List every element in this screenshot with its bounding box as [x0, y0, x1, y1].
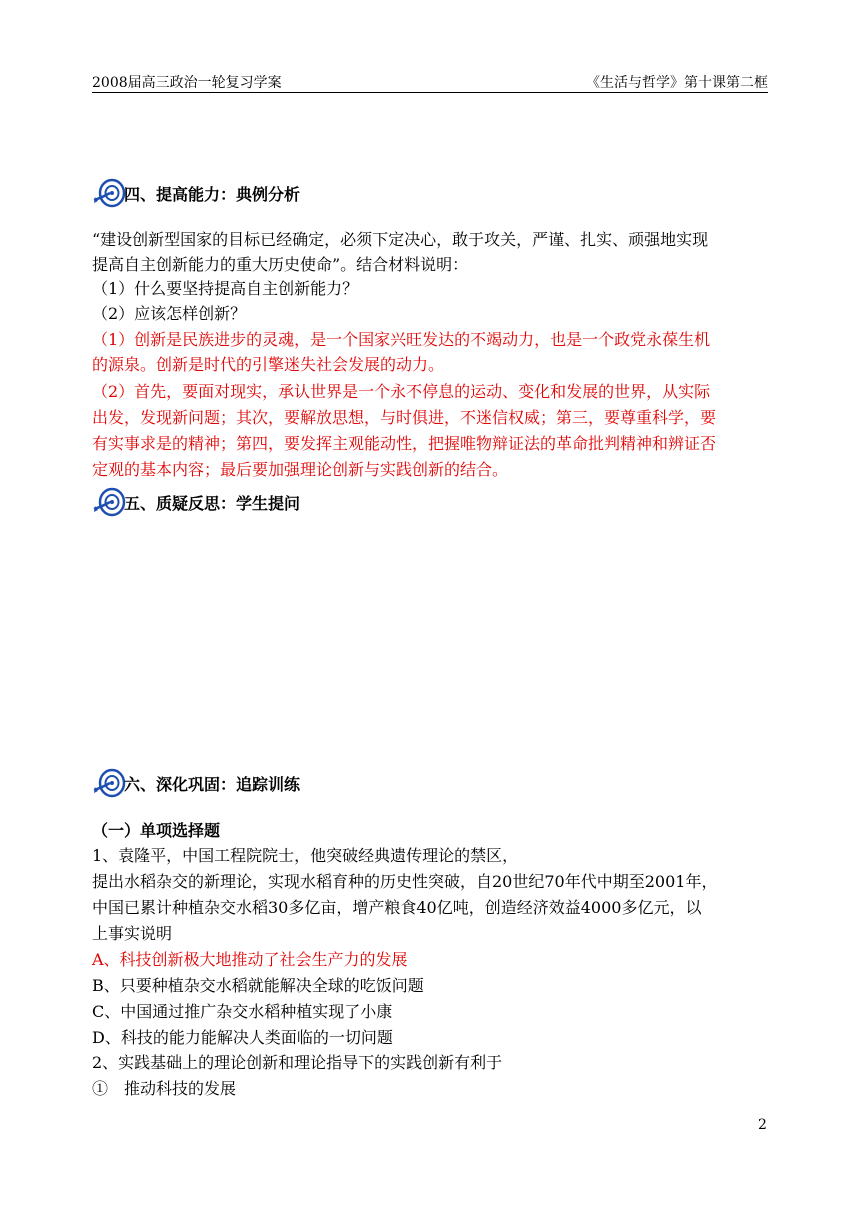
target-icon: [92, 768, 126, 798]
single-choice-subtitle: （一）单项选择题: [92, 821, 221, 840]
question-1-line-2: 提出水稻杂交的新理论，实现水稻育种的历史性突破，自20世纪70年代中期至2001年，: [92, 872, 718, 891]
option-c: C、中国通过推广杂交水稻种植实现了小康: [92, 1002, 393, 1021]
question-2: （2）应该怎样创新？: [92, 304, 247, 323]
header-left-title: 2008届高三政治一轮复习学案: [92, 75, 282, 91]
section-5-heading: [92, 487, 300, 517]
answer-2-line-4: 定观的基本内容；最后要加强理论创新与实践创新的结合。: [92, 460, 509, 479]
question-2: 2、实践基础上的理论创新和理论指导下的实践创新有利于: [92, 1053, 503, 1072]
question-1-line-1: 1、袁隆平，中国工程院院士，他突破经典遗传理论的禁区，: [92, 846, 519, 865]
question-2-item-1: ① 推动科技的发展: [92, 1079, 237, 1098]
answer-2-line-2: 出发，发现新问题；其次，要解放思想，与时俱进，不迷信权威；第三，要尊重科学，要: [92, 408, 717, 427]
target-icon: [92, 178, 126, 208]
question-1: （1）什么要坚持提高自主创新能力？: [92, 279, 359, 298]
answer-2-line-3: 有实事求是的精神；第四，要发挥主观能动性，把握唯物辩证法的革命批判精神和辨证否: [92, 434, 717, 453]
section-5-title: 五、质疑反思：学生提问: [124, 493, 301, 513]
answer-1-line-2: 的源泉。创新是时代的引擎迷失社会发展的动力。: [92, 355, 445, 374]
option-a: A、科技创新极大地推动了社会生产力的发展: [92, 950, 408, 969]
answer-2-line-1: （2）首先，要面对现实，承认世界是一个永不停息的运动、变化和发展的世界，从实际: [92, 382, 711, 401]
section-6-title: 六、深化巩固：追踪训练: [124, 774, 301, 794]
page-number: 2: [758, 1117, 767, 1133]
material-line-2: 提高自主创新能力的重大历史使命”。结合材料说明：: [92, 255, 469, 274]
section-6-heading: [92, 768, 300, 798]
section-4-title: 四、提高能力：典例分析: [124, 184, 301, 204]
target-icon: [92, 487, 126, 517]
answer-1-line-1: （1）创新是民族进步的灵魂，是一个国家兴旺发达的不竭动力，也是一个政党永葆生机: [92, 330, 711, 349]
page-header: [92, 72, 768, 93]
option-b: B、只要种植杂交水稻就能解决全球的吃饭问题: [92, 976, 424, 995]
section-4-heading: [92, 178, 300, 208]
header-right-title: 《生活与哲学》第十课第二框: [586, 75, 768, 91]
option-d: D、科技的能力能解决人类面临的一切问题: [92, 1028, 393, 1047]
question-1-line-4: 上事实说明: [92, 924, 173, 943]
question-1-line-3: 中国已累计种植杂交水稻30多亿亩，增产粮食40亿吨，创造经济效益4000多亿元，以: [92, 898, 702, 917]
material-line-1: “建设创新型国家的目标已经确定，必须下定决心，敢于攻关，严谨、扎实、顽强地实现: [92, 230, 709, 249]
